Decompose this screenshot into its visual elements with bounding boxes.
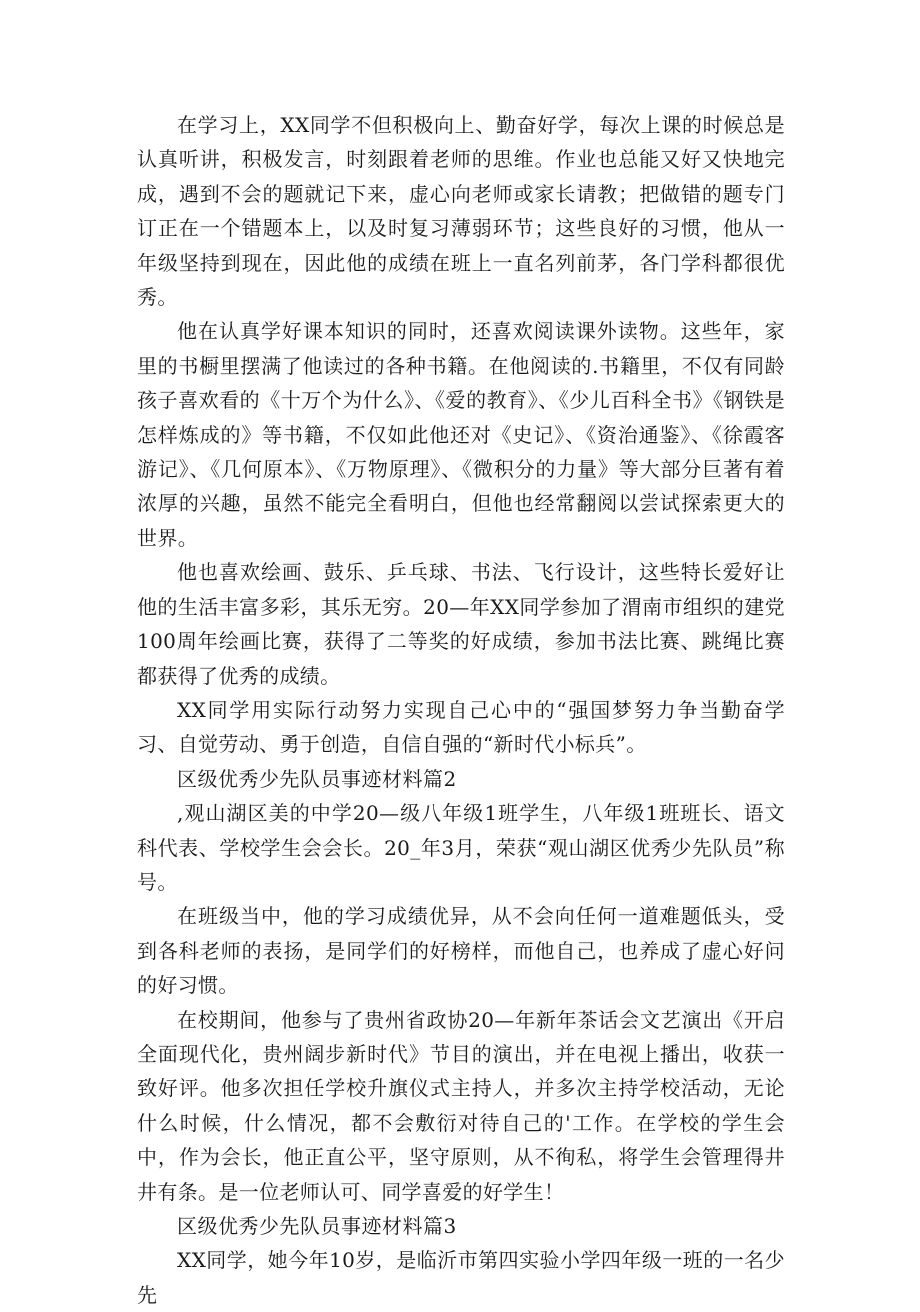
paragraph-student-intro: ,观山湖区美的中学20—级八年级1班学生，八年级1班班长、语文科代表、学校学生会会长。20_年3月，荣获“观山湖区优秀少先队员”称号。 — [137, 801, 785, 894]
section-heading-2: 区级优秀少先队员事迹材料篇2 — [177, 766, 457, 791]
document-body — [137, 108, 785, 1312]
paragraph-study-habits: 在学习上，XX同学不但积极向上、勤奋好学，每次上课的时候总是认真听讲，积极发言，时刻跟着老师的思维。作业也总能又好又快地完成，遇到不会的题就记下来，虚心向老师或家长请教；把做错的题专门订正在一个错题本上，以及时复习薄弱环节；这些良好的习惯，他从一年级坚持到现在，因此他的成绩在班上一直名列前茅，各门学科都很优秀。 — [137, 113, 785, 310]
paragraph-hobbies: 他也喜欢绘画、鼓乐、乒乓球、书法、飞行设计，这些特长爱好让他的生活丰富多彩，其乐无穷。20—年XX同学参加了渭南市组织的建党100周年绘画比赛，获得了二等奖的好成绩，参加书法比赛、跳绳比赛都获得了优秀的成绩。 — [137, 560, 785, 688]
paragraph-school-activities: 在校期间，他参与了贵州省政协20—年新年茶话会文艺演出《开启全面现代化，贵州阔步新时代》节目的演出，并在电视上播出，收获一致好评。他多次担任学校升旗仪式主持人，并多次主持学校活动，无论什么时候，什么情况，都不会敷衍对待自己的'工作。在学校的学生会中，作为会长，他正直公平，坚守原则，从不徇私，将学生会管理得井井有条。是一位老师认可、同学喜爱的好学生！ — [137, 1007, 785, 1204]
paragraph-student-3-intro: XX同学，她今年10岁，是临沂市第四实验小学四年级一班的一名少先 — [137, 1248, 785, 1307]
paragraph-dream: XX同学用实际行动努力实现自己心中的“强国梦努力争当勤奋学习、自觉劳动、勇于创造，自信自强的“新时代小标兵”。 — [137, 697, 785, 757]
paragraph-reading: 他在认真学好课本知识的同时，还喜欢阅读课外读物。这些年，家里的书橱里摆满了他读过的各种书籍。在他阅读的.书籍里，不仅有同龄孩子喜欢看的《十万个为什么》、《爱的教育》、《少儿百科全书》《钢铁是怎样炼成的》等书籍，不仅如此他还对《史记》、《资治通鉴》、《徐霞客游记》、《几何原本》、《万物原理》、《微积分的力量》等大部分巨著有着浓厚的兴趣，虽然不能完全看明白，但他也经常翻阅以尝试探索更大的世界。 — [137, 319, 785, 550]
paragraph-class-performance: 在班级当中，他的学习成绩优异，从不会向任何一道难题低头，受到各科老师的表扬，是同学们的好榜样，而他自己，也养成了虚心好问的好习惯。 — [137, 904, 785, 998]
section-heading-3: 区级优秀少先队员事迹材料篇3 — [177, 1214, 457, 1238]
